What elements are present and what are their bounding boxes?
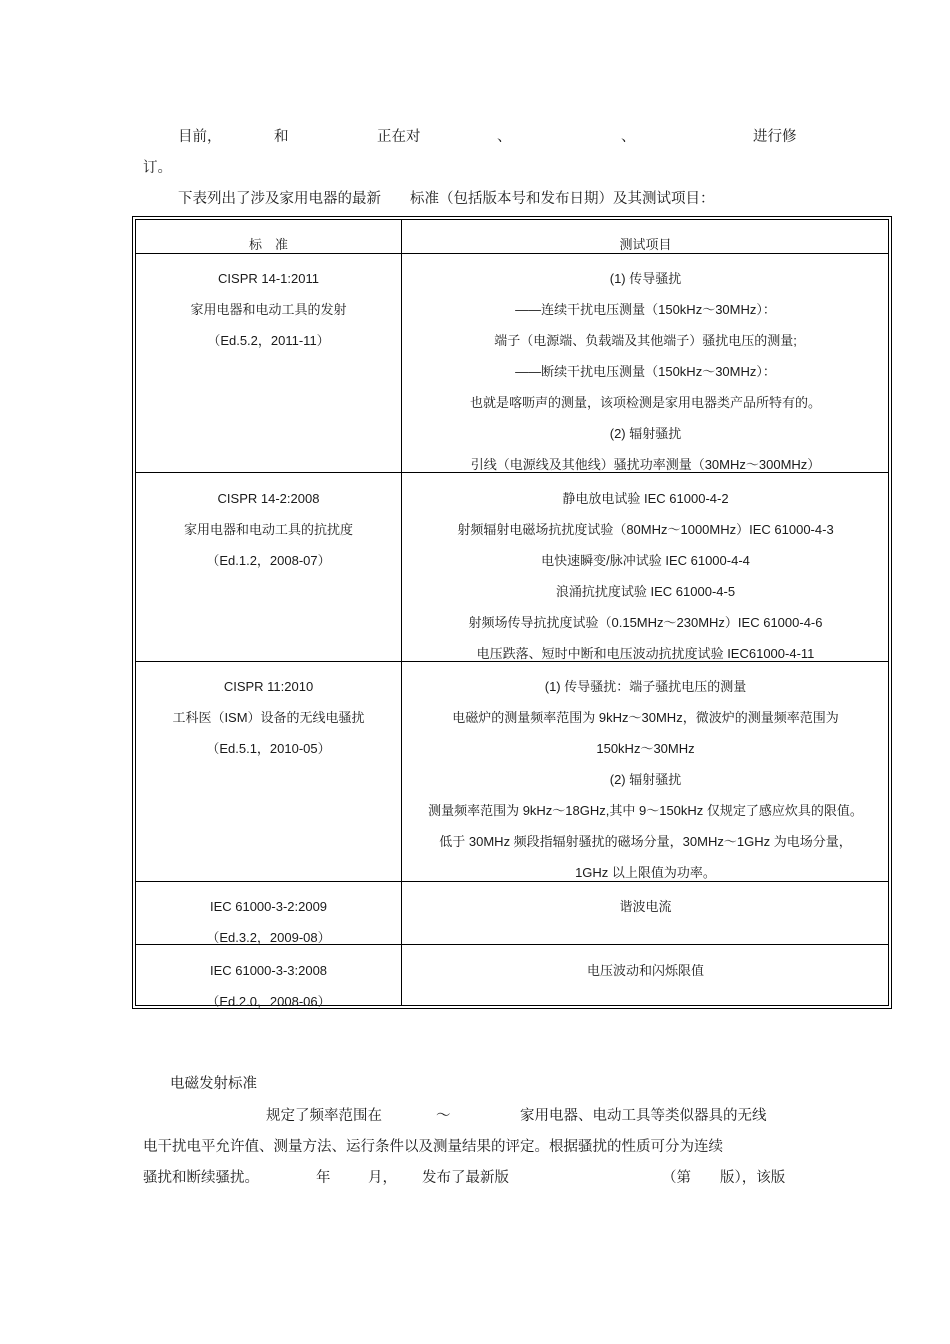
test-item: (2) 辐射骚扰: [609, 426, 682, 441]
test-item: 电快速瞬变/脉冲试验 IEC 61000-4-4: [541, 553, 750, 568]
standard-edition: （Ed.5.1，2010-05）: [206, 741, 331, 756]
section-p2: 电干扰电平允许值、测量方法、运行条件以及测量结果的评定。根据骚扰的性质可分为连续: [143, 1139, 723, 1155]
test-item: 电压跌落、短时中断和电压波动抗扰度试验 IEC61000-4-11: [476, 646, 815, 661]
table-row-5-standard: [136, 955, 401, 1017]
test-item: 射频辐射电磁场抗扰度试验（80MHz～1000MHz）IEC 61000-4-3: [457, 522, 834, 537]
standard-edition: （Ed.5.2，2011-11）: [207, 333, 330, 348]
header-standard: 标 准: [248, 238, 288, 253]
table-row-3-standard: [136, 671, 401, 764]
test-item: 端子（电源端、负载端及其他端子）骚扰电压的测量;: [494, 333, 797, 348]
section-p3-part-3: 月，: [368, 1170, 397, 1186]
test-item: ——连续干扰电压测量（150kHz～30MHz）：: [515, 302, 776, 317]
section-p1-part-1: 规定了频率范围在: [266, 1108, 382, 1124]
standard-edition: （Ed.1.2，2008-07）: [206, 553, 331, 568]
section-p3-part-1: 骚扰和断续骚扰。: [143, 1170, 259, 1186]
test-item: 150kHz～30MHz: [596, 741, 695, 756]
table-row-4-standard: [136, 891, 401, 953]
test-item: 射频场传导抗扰度试验（0.15MHz～230MHz）IEC 61000-4-6: [468, 615, 823, 630]
intro-word-2: 和: [274, 129, 289, 145]
standard-code: CISPR 14-1:2011: [218, 271, 319, 286]
standard-edition: （Ed.3.2，2009-08）: [206, 930, 331, 945]
standard-code: CISPR 14-2:2008: [217, 491, 320, 506]
test-item: 引线（电源线及其他线）骚扰功率测量（30MHz～300MHz）: [470, 457, 821, 472]
test-item: 电磁炉的测量频率范围为 9kHz～30MHz，微波炉的测量频率范围为: [452, 710, 839, 725]
standard-title: 工科医（ISM）设备的无线电骚扰: [172, 710, 365, 725]
standard-title: 家用电器和电动工具的抗扰度: [183, 522, 353, 537]
standard-edition: （Ed.2.0，2008-06）: [206, 994, 331, 1009]
intro-line-3: 下表列出了涉及家用电器的最新 标准（包括版本号和发布日期）及其测试项目：: [178, 191, 715, 207]
intro-word-6: 进行修: [753, 129, 797, 145]
section-heading: 电磁发射标准: [170, 1076, 257, 1092]
test-item: 谐波电流: [619, 899, 672, 914]
test-item: 浪涌抗扰度试验 IEC 61000-4-5: [555, 584, 736, 599]
section-p3-part-6: 版），该版: [720, 1170, 786, 1186]
intro-word-1: 目前，: [178, 129, 222, 145]
intro-word-5: 、: [621, 129, 636, 145]
standard-code: IEC 61000-3-2:2009: [209, 899, 328, 914]
test-item: (1) 传导骚扰：端子骚扰电压的测量: [544, 679, 747, 694]
test-item: 也就是喀呖声的测量，该项检测是家用电器类产品所特有的。: [469, 395, 821, 410]
table-row-2-standard: [136, 483, 401, 576]
table-row-1-standard: [136, 263, 401, 356]
test-item: 电压波动和闪烁限值: [586, 963, 704, 978]
table-row-4-tests: [402, 891, 889, 922]
test-item: (2) 辐射骚扰: [609, 772, 682, 787]
test-item: ——断续干扰电压测量（150kHz～30MHz）：: [515, 364, 776, 379]
section-p3-part-5: （第: [662, 1170, 691, 1186]
test-item: 静电放电试验 IEC 61000-4-2: [562, 491, 729, 506]
standard-title: 家用电器和电动工具的发射: [190, 302, 347, 317]
section-p1-part-2: ～: [436, 1108, 451, 1124]
table-row-5-tests: [402, 955, 889, 986]
section-p3-part-4: 发布了最新版: [422, 1170, 509, 1186]
test-item: (1) 传导骚扰: [609, 271, 682, 286]
test-item: 1GHz 以上限值为功率。: [575, 865, 716, 880]
standard-code: IEC 61000-3-3:2008: [209, 963, 328, 978]
intro-word-4: 、: [497, 129, 512, 145]
table-row-2-tests: [402, 483, 889, 669]
standard-code: CISPR 11:2010: [223, 679, 314, 694]
header-tests: 测试项目: [619, 238, 672, 253]
test-item: 低于 30MHz 频段指辐射骚扰的磁场分量，30MHz～1GHz 为电场分量，: [439, 834, 852, 849]
intro-line-2: 订。: [143, 160, 172, 176]
intro-word-3: 正在对: [377, 129, 421, 145]
section-p1-part-3: 家用电器、电动工具等类似器具的无线: [520, 1108, 767, 1124]
test-item: 测量频率范围为 9kHz～18GHz,其中 9～150kHz 仅规定了感应炊具的限值。: [428, 803, 863, 818]
section-p3-part-2: 年: [316, 1170, 331, 1186]
table-row-3-tests: [402, 671, 889, 888]
table-row-1-tests: [402, 263, 889, 480]
